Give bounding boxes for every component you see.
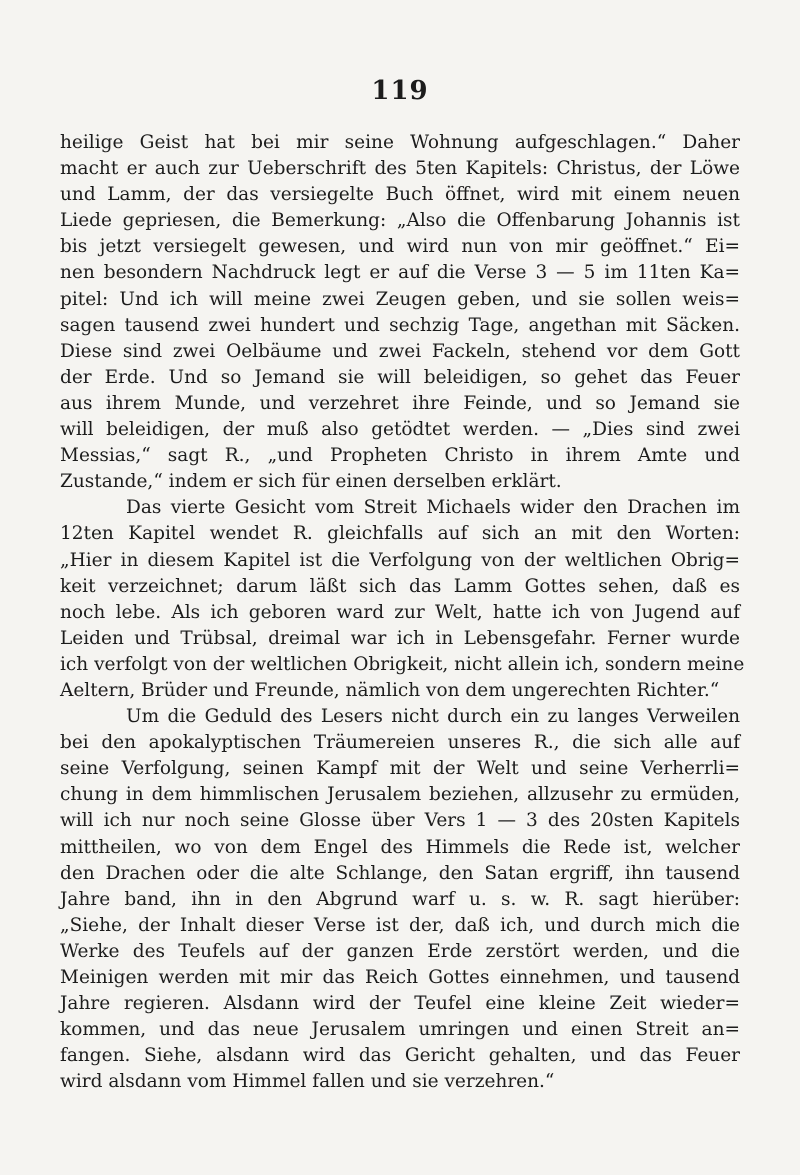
page-number: 119: [371, 76, 429, 106]
text-line: fangen. Siehe, alsdann wird das Gericht gehalten, und das Feuer: [60, 1045, 740, 1067]
text-line: sagen tausend zwei hundert und sechzig Tage, angethan mit Säcken.: [60, 314, 740, 336]
text-line: bei den apokalyptischen Träumereien unseres R., die sich alle auf: [60, 732, 740, 754]
text-line: Jahre band, ihn in den Abgrund warf u. s. w. R. sagt hierüber:: [60, 888, 740, 910]
text-line: 12ten Kapitel wendet R. gleichfalls auf sich an mit den Worten:: [60, 523, 740, 545]
text-line: will beleidigen, der muß also getödtet werden. — „Dies sind zwei: [60, 419, 740, 441]
text-line: Meinigen werden mit mir das Reich Gottes einnehmen, und tausend: [60, 967, 740, 988]
text-line: pitel: Und ich will meine zwei Zeugen geben, und sie sollen weis=: [60, 288, 740, 310]
text-line: den Drachen oder die alte Schlange, den Satan ergriff, ihn tausend: [60, 862, 740, 884]
text-line: kommen, und das neue Jerusalem umringen und einen Streit an=: [60, 1019, 740, 1041]
text-line: will ich nur noch seine Glosse über Vers 1 — 3 des 20sten Kapitels: [60, 810, 740, 832]
text-line: Diese sind zwei Oelbäume und zwei Fackeln, stehend vor dem Gott: [60, 340, 740, 362]
text-line: Um die Geduld des Lesers nicht durch ein zu langes Verweilen: [126, 706, 740, 728]
text-line: Werke des Teufels auf der ganzen Erde zerstört werden, und die: [60, 940, 740, 962]
text-line: Jahre regieren. Alsdann wird der Teufel eine kleine Zeit wieder=: [60, 993, 740, 1015]
text-line: bis jetzt versiegelt gewesen, und wird nun von mir geöffnet.“ Ei=: [60, 236, 740, 258]
text-line: Zustande,“ indem er sich für einen derselben erklärt.: [60, 471, 562, 493]
text-line: macht er auch zur Ueberschrift des 5ten Kapitels: Christus, der Löwe: [60, 158, 740, 180]
text-line: und Lamm, der das versiegelte Buch öffnet, wird mit einem neuen: [60, 184, 740, 206]
text-line: Das vierte Gesicht vom Streit Michaels wider den Drachen im: [126, 497, 740, 519]
body-text: [60, 130, 745, 1095]
text-line: „Hier in diesem Kapitel ist die Verfolgung von der weltlichen Obrig=: [60, 549, 740, 571]
text-line: Leiden und Trübsal, dreimal war ich in Lebensgefahr. Ferner wurde: [60, 627, 740, 649]
text-line: nen besondern Nachdruck legt er auf die Verse 3 — 5 im 11ten Ka=: [60, 262, 740, 284]
text-line: seine Verfolgung, seinen Kampf mit der Welt und seine Verherrli=: [60, 758, 740, 780]
text-line: aus ihrem Munde, und verzehret ihre Feinde, und so Jemand sie: [60, 392, 740, 414]
text-line: der Erde. Und so Jemand sie will beleidigen, so gehet das Feuer: [60, 366, 740, 388]
text-line: wird alsdann vom Himmel fallen und sie verzehren.“: [60, 1071, 555, 1093]
text-line: heilige Geist hat bei mir seine Wohnung aufgeschlagen.“ Daher: [60, 132, 740, 153]
text-line: „Siehe, der Inhalt dieser Verse ist der, daß ich, und durch mich die: [60, 914, 740, 936]
text-line: noch lebe. Als ich geboren ward zur Welt, hatte ich von Jugend auf: [60, 601, 740, 623]
text-line: chung in dem himmlischen Jerusalem beziehen, allzusehr zu ermüden,: [60, 784, 740, 806]
text-line: Aeltern, Brüder und Freunde, nämlich von dem ungerechten Richter.“: [60, 679, 720, 701]
text-line: Messias,“ sagt R., „und Propheten Christo in ihrem Amte und: [60, 445, 740, 467]
text-line: ich verfolgt von der weltlichen Obrigkeit, nicht allein ich, sondern meine: [60, 653, 745, 675]
text-line: keit verzeichnet; darum läßt sich das Lamm Gottes sehen, daß es: [60, 575, 740, 597]
text-line: mittheilen, wo von dem Engel des Himmels die Rede ist, welcher: [60, 836, 740, 858]
text-line: Liede gepriesen, die Bemerkung: „Also die Offenbarung Johannis ist: [60, 210, 740, 232]
